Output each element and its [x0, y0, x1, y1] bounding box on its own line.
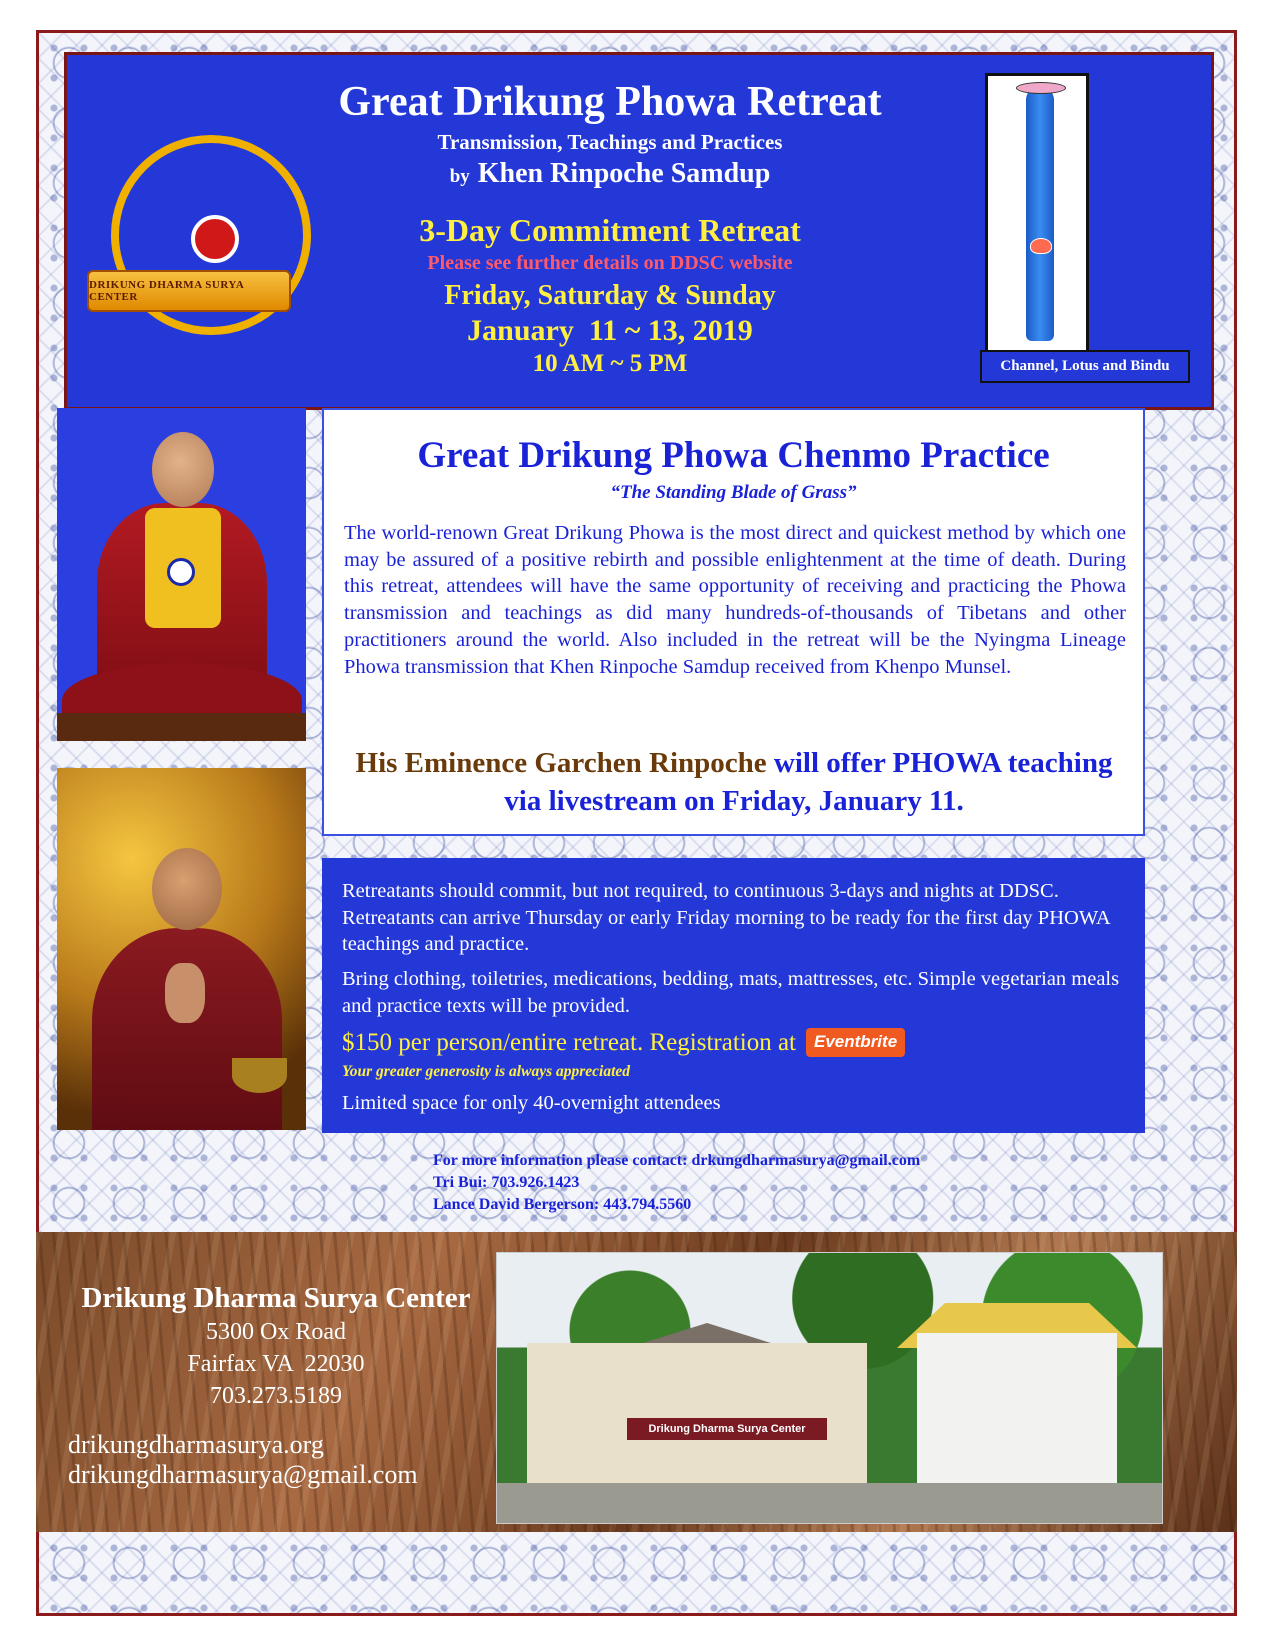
logistics-section — [322, 858, 1145, 1133]
retreat-title: Great Drikung Phowa Retreat — [338, 79, 882, 125]
channel-top-image — [1016, 82, 1066, 94]
contact-lance: Lance David Bergerson: 443.794.5560 — [433, 1196, 692, 1213]
retreat-time: 10 AM ~ 5 PM — [532, 350, 688, 377]
price-line — [342, 1028, 1142, 1057]
practice-title: Great Drikung Phowa Chenmo Practice — [417, 435, 1050, 476]
center-city: Fairfax VA 22030 — [187, 1351, 365, 1377]
cushion-shape — [57, 713, 306, 741]
badge-shape — [167, 558, 195, 586]
teacher-name: Khen Rinpoche Samdup — [477, 158, 771, 189]
logo-banner: DRIKUNG DHARMA SURYA CENTER — [87, 270, 291, 312]
footer-banner — [36, 1232, 1237, 1532]
channel-caption: Channel, Lotus and Bindu — [980, 350, 1190, 383]
channel-tube-image — [1026, 86, 1054, 341]
robe-shape — [92, 928, 282, 1130]
retreat-dates: January 11 ~ 13, 2019 — [467, 314, 753, 347]
contact-email-line[interactable]: For more information please contact: drkungdharmasurya@gmail.com — [433, 1152, 921, 1169]
lotus-bindu-image — [1030, 238, 1052, 254]
commitment-heading: 3-Day Commitment Retreat — [419, 212, 801, 248]
head-shape — [152, 848, 222, 930]
center-building-photo — [496, 1252, 1163, 1524]
ground-shape — [497, 1483, 1162, 1523]
contact-tri-bui: Tri Bui: 703.926.1423 — [433, 1174, 580, 1191]
bowl-shape — [232, 1058, 287, 1093]
temple-shape — [917, 1333, 1117, 1483]
garchen-rinpoche-photo — [57, 768, 306, 1130]
retreat-subtitle: Transmission, Teachings and Practices — [437, 130, 783, 154]
commitment-info: Retreatants should commit, but not required, to continuous 3-days and nights at DDSC. Retreatants can arrive Thursday or early Friday morning to be ready for the first day PHOWA teachings and practice. — [342, 880, 1110, 955]
eminence-details: will offer PHOWA teaching via livestream on Friday, January 11. — [504, 747, 1113, 817]
practice-description: The world-renown Great Drikung Phowa is the most direct and quickest method by which one may be assured of a positive rebirth and possible enlightenment at the time of death. During this retreat, attendees will have the same opportunity of receiving and practicing the Phowa transmission and teachings as did many hundreds-of-thousands of Tibetans and other practitioners around the world. Also included in the retreat will be the Nyingma Lineage Phowa transmission that Khen Rinpoche Samdup received from Khenpo Munsel. — [344, 522, 1126, 678]
contact-block — [433, 1150, 1053, 1216]
logo-center-emblem — [191, 215, 239, 263]
eventbrite-link[interactable]: Eventbrite — [806, 1028, 905, 1057]
price-text: $150 per person/entire retreat. Registration at — [342, 1029, 797, 1056]
channel-illustration — [985, 73, 1089, 358]
eminence-name: His Eminence Garchen Rinpoche — [355, 747, 767, 779]
by-label: by — [449, 166, 470, 187]
limited-space-note: Limited space for only 40-overnight attendees — [342, 1092, 721, 1114]
email-link[interactable]: drikungdharmasurya@gmail.com — [68, 1460, 418, 1489]
khen-rinpoche-photo — [57, 408, 306, 741]
bring-info: Bring clothing, toiletries, medications, bedding, mats, mattresses, etc. Simple vegetarian meals and practice texts will be provided. — [342, 968, 1120, 1017]
building-sign: Drikung Dharma Surya Center — [627, 1418, 827, 1440]
generosity-note: Your greater generosity is always appreciated — [342, 1063, 631, 1080]
website-link[interactable]: drikungdharmasurya.org — [68, 1430, 324, 1459]
practice-subtitle: “The Standing Blade of Grass” — [610, 482, 857, 503]
center-phone: 703.273.5189 — [210, 1383, 342, 1409]
teacher-line — [300, 158, 920, 190]
practice-section — [322, 408, 1145, 836]
eminence-announcement — [334, 744, 1134, 820]
retreat-days: Friday, Saturday & Sunday — [444, 280, 776, 311]
website-note: Please see further details on DDSC website — [427, 252, 793, 274]
center-name: Drikung Dharma Surya Center — [81, 1282, 471, 1314]
head-shape — [152, 432, 214, 507]
center-street: 5300 Ox Road — [206, 1319, 346, 1345]
house-shape — [527, 1343, 867, 1483]
hands-shape — [165, 963, 205, 1023]
